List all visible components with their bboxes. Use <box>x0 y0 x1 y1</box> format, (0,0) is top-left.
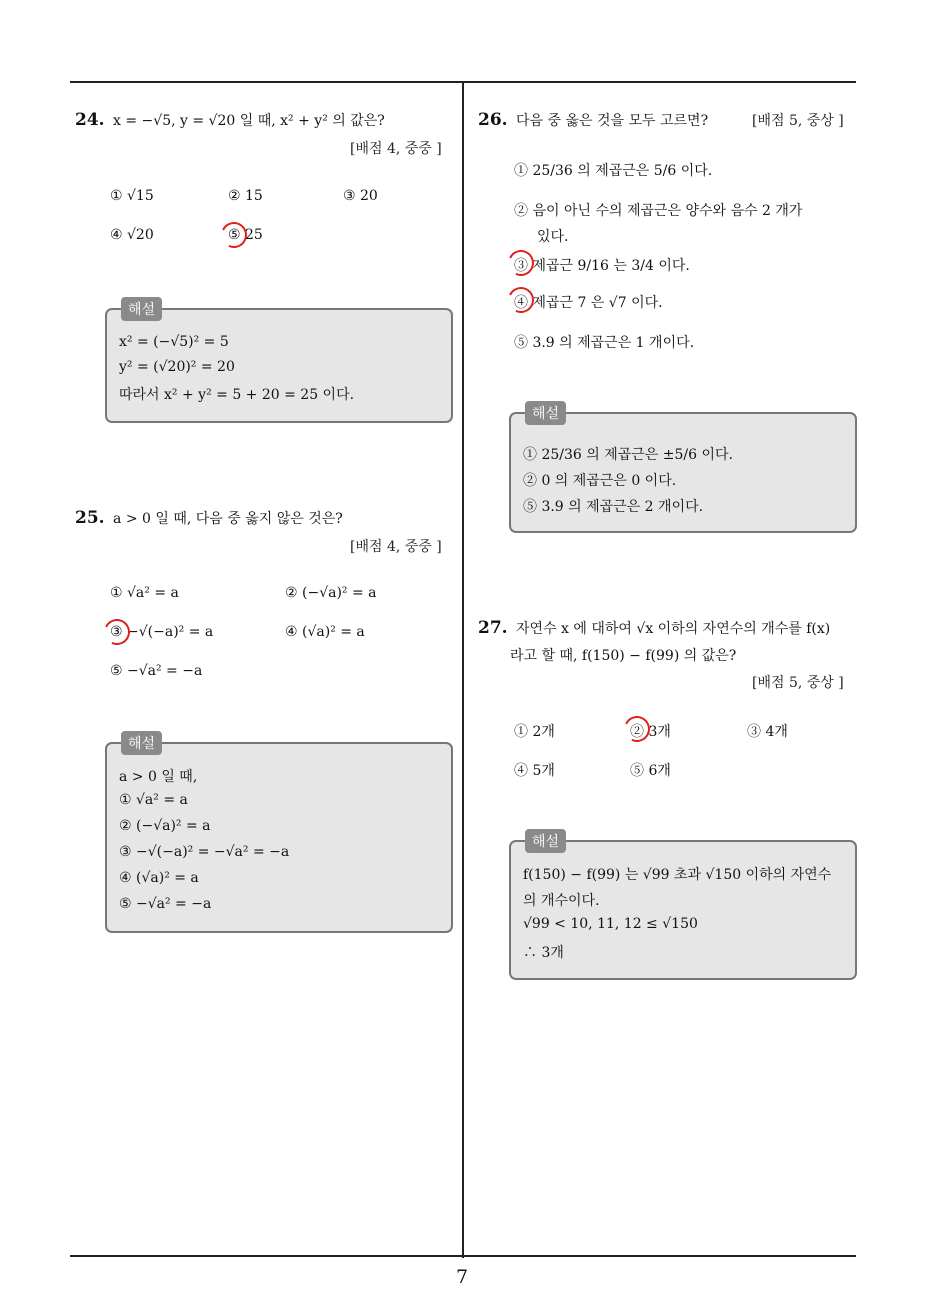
question-number: 25. <box>75 508 105 528</box>
explanation-line: ② 0 의 제곱근은 0 이다. <box>523 473 677 489</box>
question-meta: [배점 5, 중상 ] <box>752 675 844 691</box>
explanation-line: 따라서 x² + y² = 5 + 20 = 25 이다. <box>119 387 355 403</box>
choice-5[interactable]: ⑤ −√a² = −a <box>110 663 203 679</box>
explanation-line: ⑤ −√a² = −a <box>119 896 212 912</box>
choice-3[interactable]: ③ 4개 <box>747 724 788 740</box>
choice-2[interactable]: ② 3개 <box>630 724 671 740</box>
choice-2-continued: 있다. <box>537 229 569 245</box>
choice-3[interactable]: ③ 20 <box>343 188 378 204</box>
explanation-line: ⑤ 3.9 의 제곱근은 2 개이다. <box>523 499 704 515</box>
page-number: 7 <box>456 1266 469 1288</box>
question-number: 27. <box>478 618 508 638</box>
choice-1[interactable]: ① 2개 <box>514 724 555 740</box>
explanation-line: f(150) − f(99) 는 √99 초과 √150 이하의 자연수 <box>523 867 832 883</box>
question-text-continued: 라고 할 때, f(150) − f(99) 의 값은? <box>510 648 737 664</box>
explanation-line: x² = (−√5)² = 5 <box>119 334 229 350</box>
explanation-line: ④ (√a)² = a <box>119 870 199 886</box>
choice-2[interactable]: ② (−√a)² = a <box>285 585 377 601</box>
choice-3[interactable]: ③ 제곱근 9/16 는 3/4 이다. <box>514 258 690 274</box>
question-text: x = −√5, y = √20 일 때, x² + y² 의 값은? <box>113 113 385 129</box>
column-divider <box>462 82 464 1258</box>
choice-2[interactable]: ② 음이 아닌 수의 제곱근은 양수와 음수 2 개가 <box>514 203 803 219</box>
explanation-tag: 해설 <box>525 829 566 853</box>
choice-4[interactable]: ④ 5개 <box>514 763 555 779</box>
choice-4[interactable]: ④ (√a)² = a <box>285 624 365 640</box>
choice-1[interactable]: ① √15 <box>110 188 154 204</box>
choice-5[interactable]: ⑤ 3.9 의 제곱근은 1 개이다. <box>514 335 695 351</box>
answer-circle-mark <box>100 615 133 648</box>
explanation-line: ① 25/36 의 제곱근은 ±5/6 이다. <box>523 447 733 463</box>
explanation-box <box>509 834 857 980</box>
question-text: a > 0 일 때, 다음 중 옳지 않은 것은? <box>113 511 343 527</box>
bottom-rule <box>70 1255 856 1257</box>
explanation-line: ③ −√(−a)² = −√a² = −a <box>119 844 290 860</box>
explanation-line: ∴ 3개 <box>523 945 564 961</box>
choice-5[interactable]: ⑤ 25 <box>228 227 263 243</box>
choice-5[interactable]: ⑤ 6개 <box>630 763 671 779</box>
explanation-box <box>509 406 857 533</box>
explanation-tag: 해설 <box>525 401 566 425</box>
choice-1[interactable]: ① √a² = a <box>110 585 179 601</box>
explanation-tag: 해설 <box>121 731 162 755</box>
question-meta: [배점 4, 중중 ] <box>350 539 442 555</box>
explanation-line: ② (−√a)² = a <box>119 818 211 834</box>
question-meta: [배점 5, 중상 ] <box>752 113 844 129</box>
question-number: 26. <box>478 110 508 130</box>
question-meta: [배점 4, 중중 ] <box>350 141 442 157</box>
explanation-box <box>105 736 453 933</box>
choice-4[interactable]: ④ √20 <box>110 227 154 243</box>
answer-circle-mark <box>217 218 250 251</box>
explanation-line: y² = (√20)² = 20 <box>119 359 235 375</box>
explanation-tag: 해설 <box>121 297 162 321</box>
choice-1[interactable]: ① 25/36 의 제곱근은 5/6 이다. <box>514 163 713 179</box>
explanation-line: ① √a² = a <box>119 792 188 808</box>
explanation-line: 의 개수이다. <box>523 893 600 909</box>
question-text: 자연수 x 에 대하여 √x 이하의 자연수의 개수를 f(x) <box>516 621 831 637</box>
explanation-line: √99 < 10, 11, 12 ≤ √150 <box>523 916 698 932</box>
explanation-line: a > 0 일 때, <box>119 769 198 785</box>
choice-4[interactable]: ④ 제곱근 7 은 √7 이다. <box>514 295 663 311</box>
choice-3[interactable]: ③ −√(−a)² = a <box>110 624 214 640</box>
question-number: 24. <box>75 110 105 130</box>
question-text: 다음 중 옳은 것을 모두 고르면? <box>516 113 709 129</box>
choice-2[interactable]: ② 15 <box>228 188 263 204</box>
explanation-box <box>105 302 453 423</box>
